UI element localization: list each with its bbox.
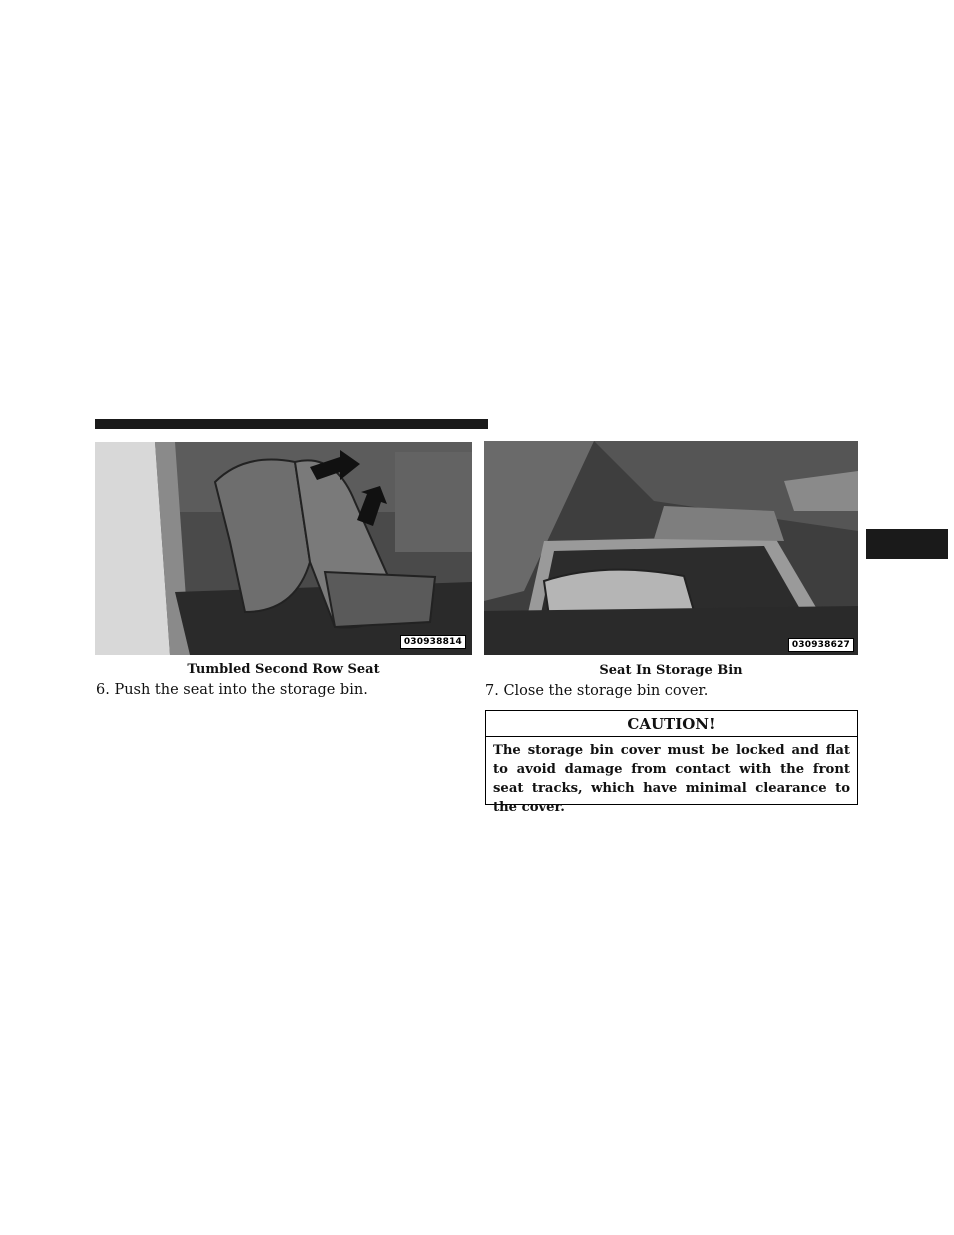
step-text: 6. Push the seat into the storage bin. — [96, 682, 368, 698]
step-text: 7. Close the storage bin cover. — [485, 683, 709, 699]
figure-code: 030938814 — [400, 635, 466, 649]
figure-caption: Seat In Storage Bin — [599, 663, 743, 678]
tumbled-seat-photo — [95, 442, 472, 655]
storage-bin-photo — [484, 441, 858, 655]
chapter-tab — [866, 529, 948, 559]
caution-text: The storage bin cover must be locked and flat to avoid damage from contact with the front seat tracks, which have minimal clearance to the cover. — [493, 743, 850, 815]
caution-box — [485, 710, 858, 815]
figure-code: 030938627 — [788, 638, 854, 652]
figure-caption: Tumbled Second Row Seat — [187, 662, 380, 677]
caution-title: CAUTION! — [486, 711, 857, 737]
section-rule — [95, 419, 488, 429]
